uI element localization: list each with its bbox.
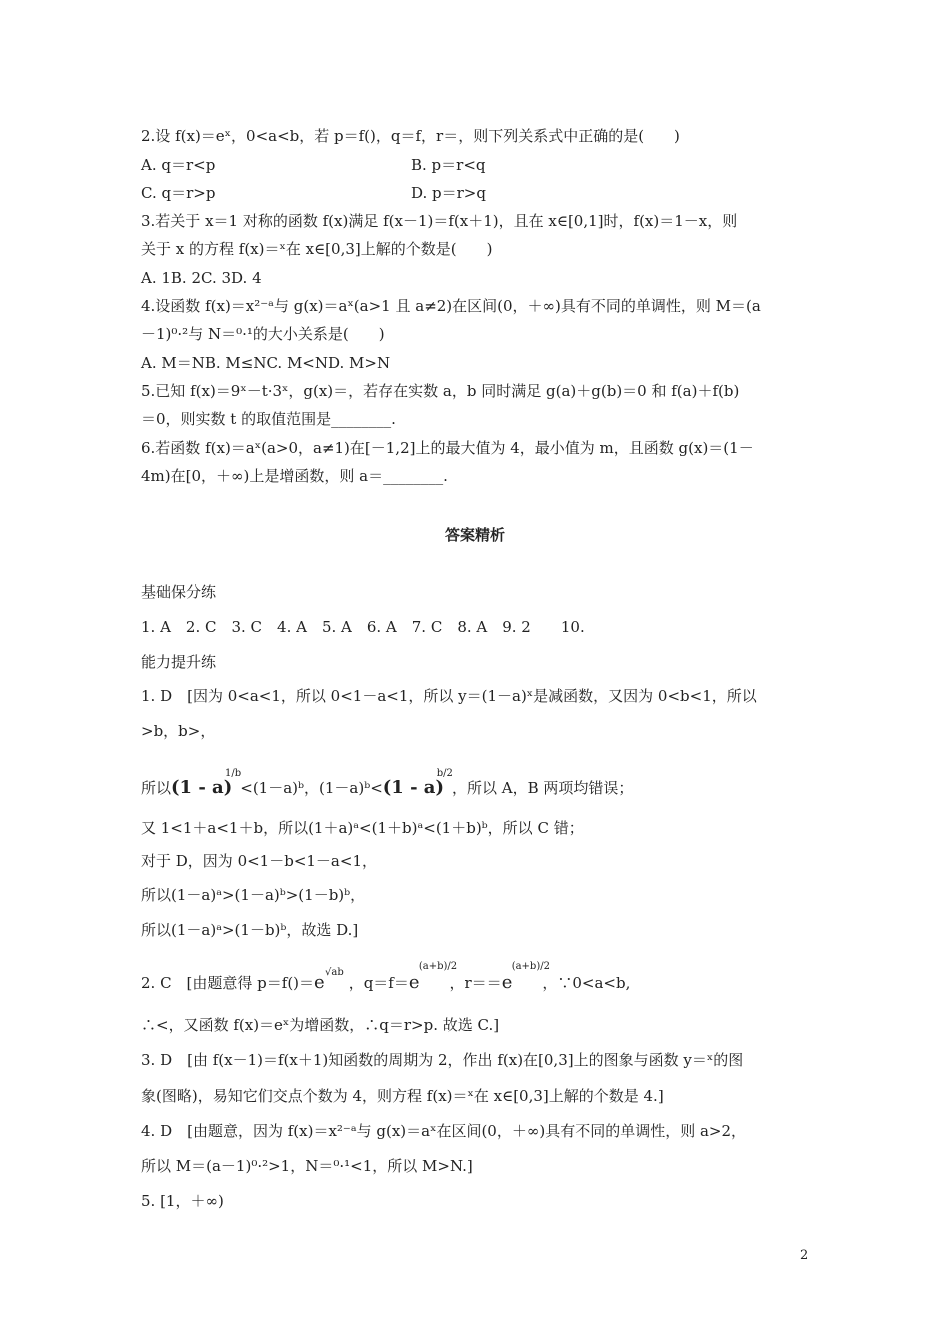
math-e-2: e [408, 972, 420, 993]
answer-3-line-1: 3. D [由 f(x－1)＝f(x＋1)知函数的周期为 2，作出 f(x)在[0,3]上的图象与函数 y＝ˣ的图 [141, 1051, 744, 1069]
question-6-line-1: 6.若函数 f(x)＝aˣ(a>0，a≠1)在[－1,2]上的最大值为 4，最小值为 m，且函数 g(x)＝(1－ [141, 439, 754, 457]
math-exponent-2: b/2 [436, 768, 453, 779]
answer-1-line-3-post: ，所以 A，B 两项均错误； [452, 779, 634, 797]
question-3-line-2: 关于 x 的方程 f(x)＝ˣ在 x∈[0,3]上解的个数是( ) [141, 240, 493, 258]
answer-1-line-7: 所以(1－a)ᵃ>(1－b)ᵇ，故选 D.] [141, 921, 359, 939]
question-3-line-1: 3.若关于 x＝1 对称的函数 f(x)满足 f(x－1)＝f(x＋1)，且在 x∈[0,1]时，f(x)＝1－x，则 [141, 212, 738, 230]
question-2-option-c: C. q＝r>p [141, 184, 216, 202]
question-5-line-1: 5.已知 f(x)＝9ˣ－t·3ˣ，g(x)＝，若存在实数 a，b 同时满足 g(a)＋g(b)＝0 和 f(a)＋f(b) [141, 382, 740, 400]
math-exp-e-3 [501, 961, 550, 993]
answer-2-line-1 [141, 961, 631, 993]
math-e-1: e [314, 972, 325, 993]
improve-heading: 能力提升练 [141, 653, 217, 671]
math-power-1 [171, 768, 242, 798]
answers-title: 答案精析 [444, 526, 505, 544]
math-e-2-exponent: (a+b)/2 [418, 961, 458, 972]
answer-1-line-1: 1. D [因为 0<a<1，所以 0<1－a<1，所以 y＝(1－a)ˣ是减函数，又因为 0<b<1，所以 [141, 687, 757, 705]
answer-1-line-5: 对于 D，因为 0<1－b<1－a<1， [141, 852, 377, 870]
math-exp-e-2 [408, 961, 458, 993]
question-4-options: A. M＝NB. M≤NC. M<ND. M>N [141, 354, 391, 372]
question-2-stem: 2.设 f(x)＝eˣ，0<a<b，若 p＝f()，q＝f，r＝，则下列关系式中正确的是( ) [141, 127, 680, 145]
question-6-line-2: 4m)在[0，＋∞)上是增函数，则 a＝________. [141, 467, 448, 485]
answer-3-line-2: 象(图略)，易知它们交点个数为 4，则方程 f(x)＝ˣ在 x∈[0,3]上解的个数是 4.] [141, 1087, 664, 1105]
answer-1-line-2: >b，b>， [141, 722, 216, 740]
basic-heading: 基础保分练 [141, 583, 217, 601]
question-2-option-d: D. p＝r>q [411, 184, 486, 202]
math-exponent-1: 1/b [225, 768, 242, 779]
answer-2-post: ，∵0<a<b, [542, 974, 631, 992]
math-e-3: e [501, 972, 513, 993]
math-base-2: (1 - a) [382, 777, 444, 798]
page-number: 2 [800, 1248, 809, 1263]
question-5-line-2: ＝0，则实数 t 的取值范围是________. [141, 410, 396, 428]
answer-5-line-1: 5. [1，＋∞) [141, 1192, 224, 1210]
question-2-option-b: B. p＝r<q [411, 156, 486, 174]
answer-1-line-3 [141, 768, 634, 798]
answer-4-line-1: 4. D [由题意，因为 f(x)＝x²⁻ᵃ与 g(x)＝aˣ在区间(0，＋∞)具有不同的单调性，则 a>2， [141, 1122, 747, 1140]
basic-answers: 1. A 2. C 3. C 4. A 5. A 6. A 7. C 8. A 9. 2 10. [141, 618, 585, 636]
question-3-options: A. 1B. 2C. 3D. 4 [141, 269, 262, 287]
answer-2-mid2: ，r＝＝ [449, 974, 502, 992]
answer-1-line-4: 又 1<1＋a<1＋b，所以(1＋a)ᵃ<(1＋b)ᵃ<(1＋b)ᵇ，所以 C 错； [141, 819, 584, 837]
question-2-option-a: A. q＝r<p [141, 156, 216, 174]
question-4-line-2: －1)⁰·²与 N＝⁰·¹的大小关系是( ) [141, 325, 385, 343]
answer-2-pre: 2. C [由题意得 p＝f()＝ [141, 974, 315, 992]
answer-4-line-2: 所以 M＝(a－1)⁰·²>1，N＝⁰·¹<1，所以 M>N.] [141, 1157, 473, 1175]
answer-2-line-2: ∴<，又函数 f(x)＝eˣ为增函数，∴q＝r>p. 故选 C.] [141, 1016, 500, 1034]
answer-1-line-3-pre: 所以 [141, 779, 172, 797]
answer-1-line-6: 所以(1－a)ᵃ>(1－a)ᵇ>(1－b)ᵇ， [141, 886, 366, 904]
question-4-line-1: 4.设函数 f(x)＝x²⁻ᵃ与 g(x)＝aˣ(a>1 且 a≠2)在区间(0，＋∞)具有不同的单调性，则 M＝(a [141, 297, 761, 315]
math-exp-e-1 [314, 967, 349, 993]
math-power-2 [382, 768, 453, 798]
math-e-1-exponent: √ab [325, 967, 344, 978]
answer-1-line-3-mid: <(1－a)ᵇ，(1－a)ᵇ< [240, 779, 383, 797]
math-e-3-exponent: (a+b)/2 [511, 961, 550, 972]
math-base-1: (1 - a) [171, 777, 233, 798]
answer-2-mid1: ，q＝f＝ [348, 974, 409, 992]
